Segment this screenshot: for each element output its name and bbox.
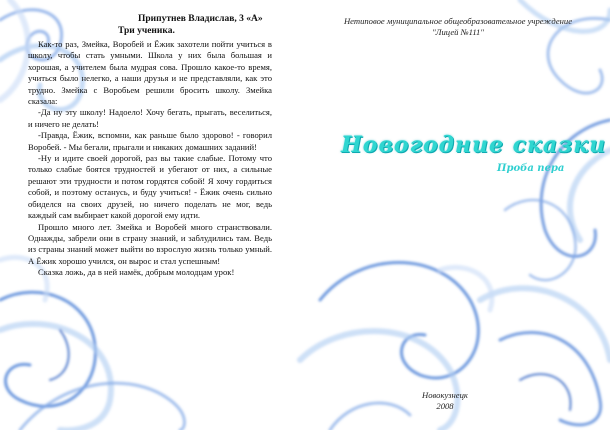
institution-line-2: "Лицей №111"	[432, 27, 484, 37]
story-title: Три ученика.	[118, 26, 175, 36]
author-line: Припутнев Владислав, 3 «А»	[138, 14, 263, 24]
publication-year: 2008	[436, 401, 454, 411]
left-page	[28, 14, 272, 414]
story-paragraph: -Ну и идите своей дорогой, раз вы такие слабые. Потому что только слабые боятся трудностей и убегают от них, а сильные решают эти трудности и потом гордятся собой! Я хочу гордиться собой, и поэтому останусь, и буду учиться! - Ёжик очень сильно обиделся на своих друзей, но ничего поделать не мог, ведь каждый сам выбирает какой дорогой ему идти.	[28, 153, 272, 221]
institution-name	[323, 16, 593, 38]
publication-place	[405, 390, 485, 412]
story-paragraph: -Правда, Ёжик, вспомни, как раньше было здорово! - говорил Воробей. - Мы бегали, прыгали и никаких домашних заданий!	[28, 130, 272, 152]
city-name: Новокузнецк	[422, 390, 468, 400]
story-paragraph: Как-то раз, Змейка, Воробей и Ёжик захотели пойти учиться в школу, чтобы стать умными. Школа у них была большая и хорошая, а учителем была мудрая сова. Прошло какое-то время, учиться было нелегко, а наши друзья и не представляли, как это трудно. Змейка с Воробьем решили бросить школу. Змейка сказала:	[28, 39, 272, 107]
book-subtitle: Проба пера	[497, 163, 565, 174]
institution-line-1: Нетиповое муниципальное общеобразовательное учреждение	[343, 16, 573, 26]
right-page-cover	[305, 0, 610, 430]
book-title: Новогодние сказки	[341, 132, 607, 158]
story-paragraph: -Да ну эту школу! Надоело! Хочу бегать, прыгать, веселиться, и ничего не делать!	[28, 107, 272, 129]
story-body	[28, 39, 272, 279]
story-paragraph: Прошло много лет. Змейка и Воробей много странствовали. Однажды, забрели они в страну знаний, и заблудились там. Ведь из страны знаний может выйти во взрослую жизнь только умный. А Ёжик хорошо учился, он вырос и стал успешным!	[28, 221, 272, 266]
story-moral: Сказка ложь, да в ней намёк, добрым молодцам урок!	[38, 267, 235, 278]
